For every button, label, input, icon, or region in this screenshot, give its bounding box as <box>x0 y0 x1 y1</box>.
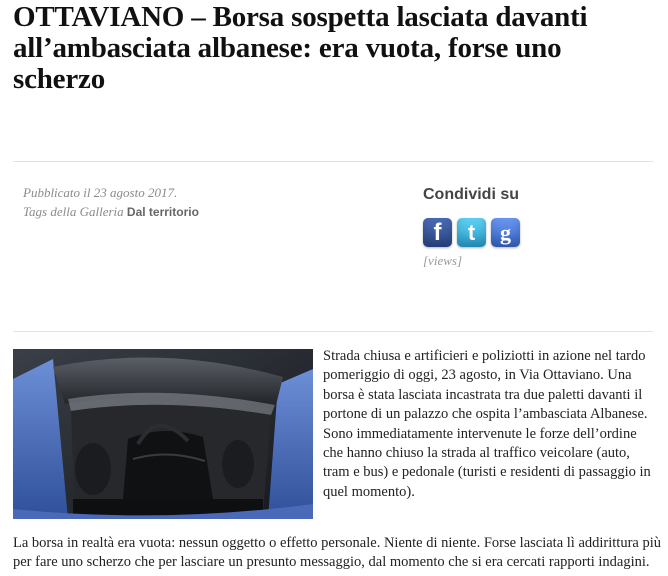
tag-link-dal-territorio[interactable]: Dal territorio <box>126 205 199 219</box>
share-buttons <box>423 218 520 247</box>
tags-prefix: Tags della Galleria <box>23 204 127 219</box>
google-plus-icon: g <box>500 219 511 245</box>
gallery-tags <box>23 202 199 222</box>
views-counter: [views] <box>423 253 462 268</box>
car-trunk-bag-image <box>13 349 313 519</box>
twitter-share-button[interactable] <box>457 218 486 247</box>
article-paragraph-1: Strada chiusa e artificieri e poliziotti in azione nel tardo pomeriggio di oggi, 23 agosto, in Via Ottaviano. Una borsa è stata lasciata incastrata tra due paletti davanti il portone di un palazzo che ospita l’ambasciata Albanese. Sono immediatamente intervenute le forze dell’ordine che hanno chiuso la strada al traffico veicolare (auto, tram e bus) e pedonale (turisti e residenti di passaggio in quel momento). <box>323 348 651 500</box>
twitter-icon: t <box>467 219 476 245</box>
header-divider <box>13 161 653 162</box>
article-photo[interactable] <box>13 349 313 519</box>
article-title: OTTAVIANO – Borsa sospetta lasciata davanti all’ambasciata albanese: era vuota, forse uno scherzo <box>13 1 588 95</box>
facebook-share-button[interactable] <box>423 218 452 247</box>
facebook-icon: f <box>433 218 442 246</box>
share-heading: Condividi su <box>423 186 519 203</box>
article-paragraph-2: La borsa in realtà era vuota: nessun oggetto o effetto personale. Niente di niente. Forse lasciata lì addirittura più per fare uno scherzo che per lasciare un presunto messaggio, dal momento che si era cercati rapporti indagini. <box>13 535 661 571</box>
meta-divider <box>13 331 653 332</box>
article-meta <box>23 183 199 222</box>
google-plus-share-button[interactable] <box>491 218 520 247</box>
published-date: Pubblicato il 23 agosto 2017. <box>23 185 178 200</box>
